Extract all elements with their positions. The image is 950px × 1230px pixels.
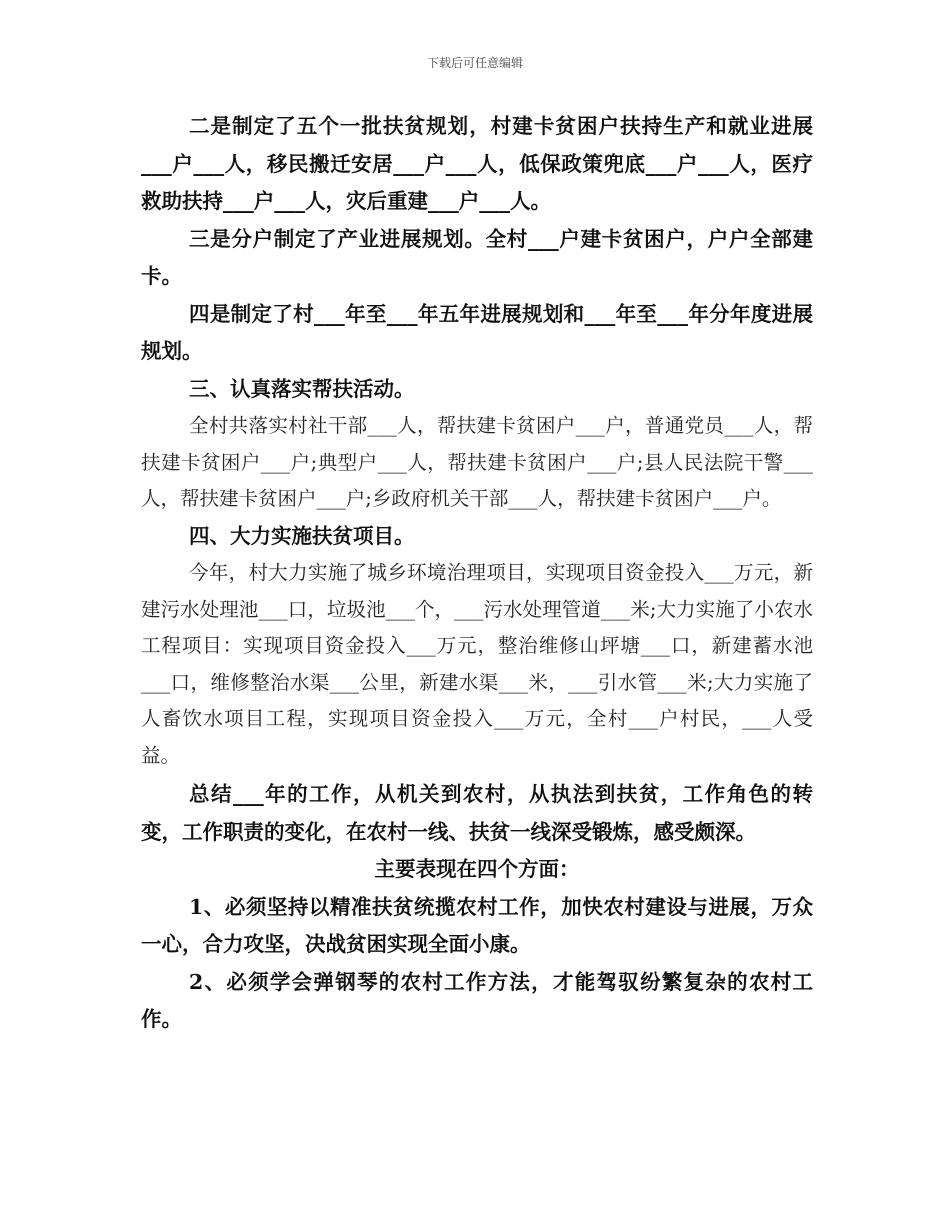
paragraph-four-aspects: 主要表现在四个方面： — [374, 857, 580, 881]
paragraph-project-details: 今年，村大力实施了城乡环境治理项目，实现项目资金投入___万元，新建污水处理池___口，垃圾池___个，___污水处理管道___米;大力实施了小农水工程项目：实现项目资金投入___万元，整治维修山坪塘___口，新建蓄水池___口，维修整治水渠___公里，新建水渠___米，___引水管___米;大力实施了人畜饮水项目工程，实现项目资金投入___万元，全村___户村民，___人受益。 — [141, 561, 813, 767]
section-heading-assistance: 三、认真落实帮扶活动。 — [189, 376, 415, 401]
paragraph-household-plans: 三是分户制定了产业进展规划。全村___户建卡贫困户，户户全部建卡。 — [141, 226, 813, 288]
page-header: 下载后可任意编辑 — [426, 56, 523, 70]
section-heading-projects: 四、大力实施扶贫项目。 — [189, 523, 415, 548]
paragraph-poverty-plans: 二是制定了五个一批扶贫规划，村建卡贫困户扶持生产和就业进展___户___人，移民搬迁安居___户___人，低保政策兜底___户___人，医疗救助扶持___户___人，灾后重建___户___人。 — [141, 114, 813, 213]
paragraph-point-2: 2、必须学会弹钢琴的农村工作方法，才能驾驭纷繁复杂的农村工作。 — [141, 969, 813, 1031]
document-body — [141, 108, 813, 1039]
paragraph-summary: 总结___年的工作，从机关到农村，从执法到扶贫，工作角色的转变，工作职责的变化，在农村一线、扶贫一线深受锻炼，感受颇深。 — [141, 782, 813, 844]
paragraph-village-plans: 四是制定了村___年至___年五年进展规划和___年至___年分年度进展规划。 — [141, 301, 813, 363]
paragraph-point-1: 1、必须坚持以精准扶贫统揽农村工作，加快农村建设与进展，万众一心，合力攻坚，决战贫困实现全面小康。 — [141, 894, 813, 956]
paragraph-assistance-details: 全村共落实村社干部___人，帮扶建卡贫困户___户，普通党员___人，帮扶建卡贫困户___户;典型户___人，帮扶建卡贫困户___户;县人民法院干警___人，帮扶建卡贫困户___户;乡政府机关干部___人，帮扶建卡贫困户___户。 — [141, 414, 813, 510]
